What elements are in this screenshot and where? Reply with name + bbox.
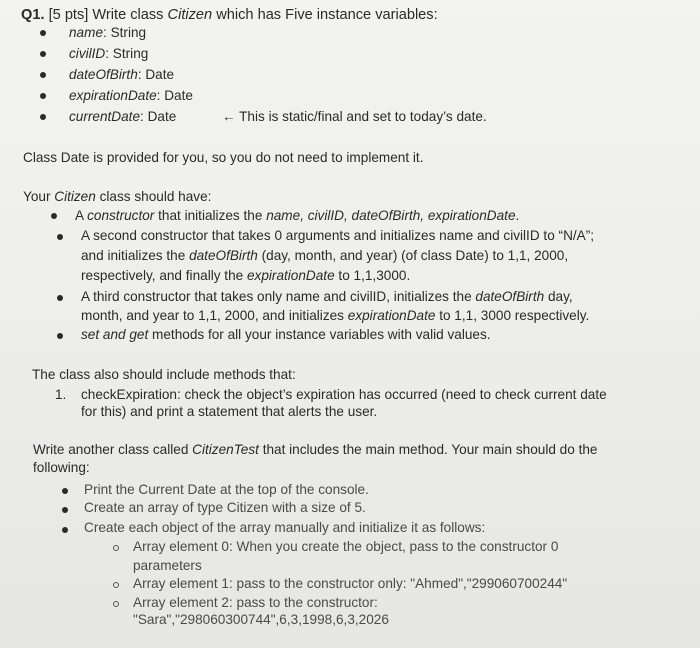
var-item: dateOfBirth: Date [69,67,175,82]
bullet-icon [40,30,46,36]
bullet-icon [57,333,63,339]
method-1-line-2: for this) and print a statement that alerts the user. [81,404,378,419]
var-item: currentDate: Date [69,109,177,124]
var-item: name: String [69,25,147,40]
bullet-icon [57,234,63,240]
test-intro-line-2: following: [33,460,90,475]
requirement-3-line-1: A third constructor that takes only name and civilID, initializes the dateOfBirth day, [81,289,573,304]
requirements-heading: Your Citizen class should have: [23,189,212,204]
bullet-icon [57,295,63,301]
question-rest: which has Five instance variables: [212,7,438,23]
bullet-icon [62,507,68,513]
var-item: civilID: String [69,46,149,61]
bullet-icon [51,213,57,219]
class-name-citizen: Citizen [167,7,213,23]
sub-bullet-icon [113,545,119,551]
sub-bullet-icon [113,582,119,588]
method-1-line-1: checkExpiration: check the object’s expiration has occurred (need to check current date [81,387,607,402]
method-number: 1. [55,387,67,402]
requirement-2-line-1: A second constructor that takes 0 arguments and initializes name and civilID to “N/A”; [81,228,595,243]
var-item: expirationDate: Date [69,88,193,103]
array-element-0-line-2: parameters [133,558,202,573]
test-item: Create each object of the array manually and initialize it as follows: [84,520,486,535]
requirement-4: set and get methods for all your instance variables with valid values. [81,327,491,342]
bullet-icon [62,488,68,494]
bullet-icon [40,72,46,78]
array-element-1: Array element 1: pass to the constructor only: "Ahmed","299060700244" [133,576,568,591]
date-class-note: Class Date is provided for you, so you do not need to implement it. [23,150,424,165]
requirement-2-line-2: and initializes the dateOfBirth (day, month, and year) (of class Date) to 1,1, 2000, [81,248,569,263]
bullet-icon [40,114,46,120]
array-element-2-line-2: "Sara","298060300744",6,3,1998,6,3,2026 [133,612,389,627]
array-element-2-line-1: Array element 2: pass to the constructor: [133,595,378,610]
sub-bullet-icon [113,601,119,607]
bullet-icon [40,93,46,99]
question-points: [5 pts] Write class [48,7,168,23]
bullet-icon [62,527,68,533]
methods-intro: The class also should include methods that: [32,367,296,382]
requirement-3-line-2: month, and year to 1,1, 2000, and initializes expirationDate to 1,1, 3000 respectively. [81,308,590,323]
test-item: Print the Current Date at the top of the console. [84,482,369,497]
test-intro-line-1: Write another class called CitizenTest that includes the main method. Your main should do the [33,442,598,457]
question-title [21,6,438,24]
question-number: Q1. [21,7,45,23]
bullet-icon [40,51,46,57]
test-item: Create an array of type Citizen with a size of 5. [84,500,366,515]
requirement-2-line-3: respectively, and finally the expirationDate to 1,1,3000. [81,268,411,283]
array-element-0-line-1: Array element 0: When you create the object, pass to the constructor 0 [133,539,559,554]
requirement-1: A constructor that initializes the name, civilID, dateOfBirth, expirationDate. [75,208,520,223]
current-date-note: ← This is static/final and set to today’s date. [222,109,487,124]
